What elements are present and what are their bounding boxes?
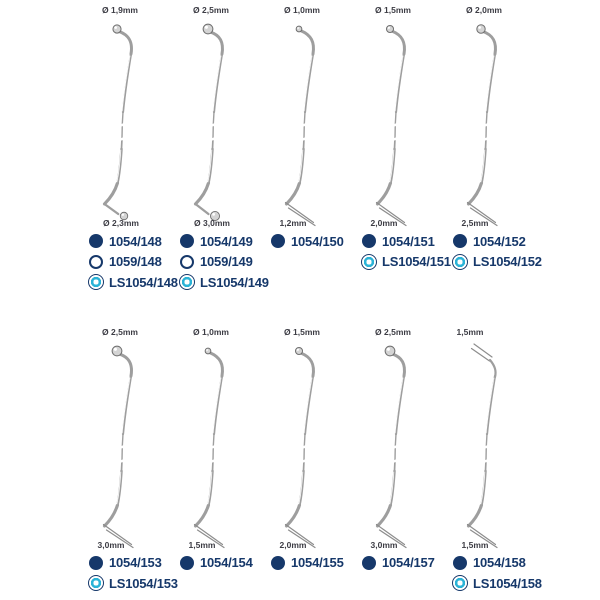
product-code-row xyxy=(258,553,346,574)
variant-dot-icon xyxy=(180,234,194,248)
product-code-row xyxy=(440,573,542,594)
product-code-row xyxy=(349,553,437,574)
tip-size-label-bottom: Ø 3,0mm xyxy=(194,218,230,228)
tip-size-label-bottom: 1,2mm xyxy=(279,218,307,228)
tip-size-label-top: Ø 1,5mm xyxy=(284,326,320,337)
instrument-illustration xyxy=(440,16,528,226)
variant-dot-icon xyxy=(362,234,376,248)
instrument-illustration xyxy=(258,338,346,548)
tip-size-label-top: Ø 1,5mm xyxy=(375,5,411,15)
variant-dot-icon xyxy=(271,234,285,248)
tip-size-label-top: Ø 2,5mm xyxy=(102,326,138,337)
variant-dot-icon xyxy=(88,575,104,591)
instrument-cell xyxy=(258,327,346,594)
product-code-list xyxy=(440,231,542,272)
tip-size-label-bottom: 1,5mm xyxy=(461,539,489,550)
product-code-row xyxy=(167,553,255,574)
instrument-cell xyxy=(76,326,178,594)
instrument-cell xyxy=(76,5,178,293)
product-code-list xyxy=(76,231,178,293)
instrument-illustration xyxy=(349,338,437,548)
tip-size-label-bottom: 1,5mm xyxy=(188,539,216,550)
instrument-cell xyxy=(349,5,451,293)
product-code: LS1054/153 xyxy=(109,575,178,591)
variant-dot-icon xyxy=(452,575,468,591)
product-code: 1054/155 xyxy=(291,555,344,571)
product-code-list xyxy=(349,231,451,272)
product-code-row xyxy=(76,573,178,594)
product-code-list xyxy=(440,553,542,594)
product-code: 1054/151 xyxy=(382,233,435,249)
tip-size-label-top: Ø 2,5mm xyxy=(375,326,411,337)
instrument-cell xyxy=(167,5,269,293)
variant-dot-icon xyxy=(89,234,103,248)
tip-size-label-top: Ø 2,0mm xyxy=(466,5,502,15)
variant-dot-icon xyxy=(271,556,285,570)
tip-size-label-top: Ø 2,5mm xyxy=(193,5,229,15)
product-code-row xyxy=(76,272,178,293)
product-code-list xyxy=(258,231,346,252)
product-code: 1054/150 xyxy=(291,233,344,249)
product-code-row xyxy=(76,231,164,252)
variant-dot-icon xyxy=(180,556,194,570)
variant-dot-icon xyxy=(89,255,103,269)
product-code-list xyxy=(76,553,178,594)
tip-size-label-top: Ø 1,9mm xyxy=(102,5,138,15)
product-code-row xyxy=(258,231,346,252)
product-code: 1054/158 xyxy=(473,555,526,571)
product-code-row xyxy=(167,252,255,273)
instrument-illustration xyxy=(349,16,437,226)
instrument-illustration xyxy=(76,16,164,226)
variant-dot-icon xyxy=(453,556,467,570)
instrument-row-2 xyxy=(76,326,542,594)
product-code-row xyxy=(76,252,164,273)
tip-size-label-bottom: 3,0mm xyxy=(97,539,125,550)
instrument-illustration xyxy=(76,338,164,548)
product-code: LS1054/148 xyxy=(109,274,178,290)
tip-size-label-top: Ø 1,0mm xyxy=(193,326,229,337)
instrument-cell xyxy=(349,327,437,594)
product-code: 1054/157 xyxy=(382,555,435,571)
tip-size-label-bottom: 2,0mm xyxy=(279,539,307,550)
product-code: LS1054/152 xyxy=(473,254,542,270)
variant-dot-icon xyxy=(180,255,194,269)
product-code-row xyxy=(440,252,542,273)
tip-size-label-bottom: 2,5mm xyxy=(461,218,489,228)
product-code-row xyxy=(440,231,528,252)
tip-size-label-bottom: 3,0mm xyxy=(370,539,398,550)
variant-dot-icon xyxy=(89,556,103,570)
variant-dot-icon xyxy=(179,274,195,290)
product-code: 1059/149 xyxy=(200,254,253,270)
product-code-list xyxy=(349,553,437,574)
product-code-list xyxy=(258,553,346,574)
instrument-illustration xyxy=(167,338,255,548)
tip-size-label-bottom: Ø 2,3mm xyxy=(103,218,139,228)
product-code-row xyxy=(349,231,437,252)
tip-size-label-top: Ø 1,0mm xyxy=(284,5,320,15)
product-code-row xyxy=(167,272,269,293)
instrument-cell xyxy=(440,5,542,293)
instrument-illustration xyxy=(440,338,528,548)
instrument-cell xyxy=(440,326,542,594)
product-code-row xyxy=(349,252,451,273)
instrument-illustration xyxy=(258,16,346,226)
product-code: 1054/149 xyxy=(200,233,253,249)
instrument-row-1 xyxy=(76,0,542,293)
product-code-row xyxy=(167,231,255,252)
product-code-row xyxy=(440,553,528,574)
variant-dot-icon xyxy=(361,254,377,270)
product-code: LS1054/149 xyxy=(200,274,269,290)
variant-dot-icon xyxy=(88,274,104,290)
product-code-list xyxy=(167,231,269,293)
tip-size-label-bottom: 2,0mm xyxy=(370,218,398,228)
product-code: 1054/152 xyxy=(473,233,526,249)
instrument-cell xyxy=(167,327,255,594)
product-code: LS1054/158 xyxy=(473,575,542,591)
variant-dot-icon xyxy=(362,556,376,570)
product-code-list xyxy=(167,553,255,574)
variant-dot-icon xyxy=(453,234,467,248)
variant-dot-icon xyxy=(452,254,468,270)
tip-size-label-top: 1,5mm xyxy=(456,326,484,337)
product-code: 1054/148 xyxy=(109,233,162,249)
product-code-row xyxy=(76,553,164,574)
instrument-illustration xyxy=(167,16,255,226)
instrument-cell xyxy=(258,5,346,293)
product-code: 1054/153 xyxy=(109,555,162,571)
product-code: 1054/154 xyxy=(200,555,253,571)
product-code: LS1054/151 xyxy=(382,254,451,270)
product-code: 1059/148 xyxy=(109,254,162,270)
